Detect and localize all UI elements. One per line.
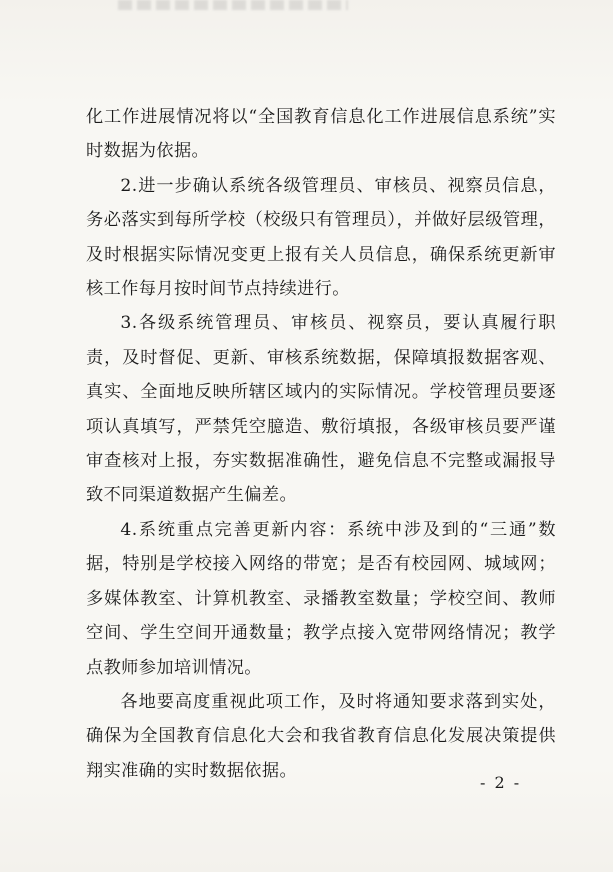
top-bleed-through	[118, 0, 348, 10]
paragraph-continuation: 化工作进展情况将以“全国教育信息化工作进展信息系统”实时数据为依据。	[86, 107, 556, 162]
page-number: - 2 -	[480, 773, 522, 792]
paragraph-item-3: 3.各级系统管理员、审核员、视察员，要认真履行职责，及时督促、更新、审核系统数据，保障填报数据客观、真实、全面地反映所辖区域内的实际情况。学校管理员要逐项认真填写，严禁凭空臆造、敷衍填报，各级审核员要严谨审查核对上报，夯实数据准确性，避免信息不完整或漏报导致不同渠道数据产生偏差。	[86, 313, 556, 506]
paragraph-item-4: 4.系统重点完善更新内容：系统中涉及到的“三通”数据，特别是学校接入网络的带宽；是否有校园网、城域网；多媒体教室、计算机教室、录播教室数量；学校空间、教师空间、学生空间开通数量；教学点接入宽带网络情况；教学点教师参加培训情况。	[86, 519, 556, 678]
paragraph-closing: 各地要高度重视此项工作，及时将通知要求落到实处，确保为全国教育信息化大会和我省教育信息化发展决策提供翔实准确的实时数据依据。	[86, 691, 556, 781]
document-body	[86, 100, 556, 788]
paragraph-item-2: 2.进一步确认系统各级管理员、审核员、视察员信息，务必落实到每所学校（校级只有管理员），并做好层级管理，及时根据实际情况变更上报有关人员信息，确保系统更新审核工作每月按时间节点持续进行。	[86, 175, 556, 300]
